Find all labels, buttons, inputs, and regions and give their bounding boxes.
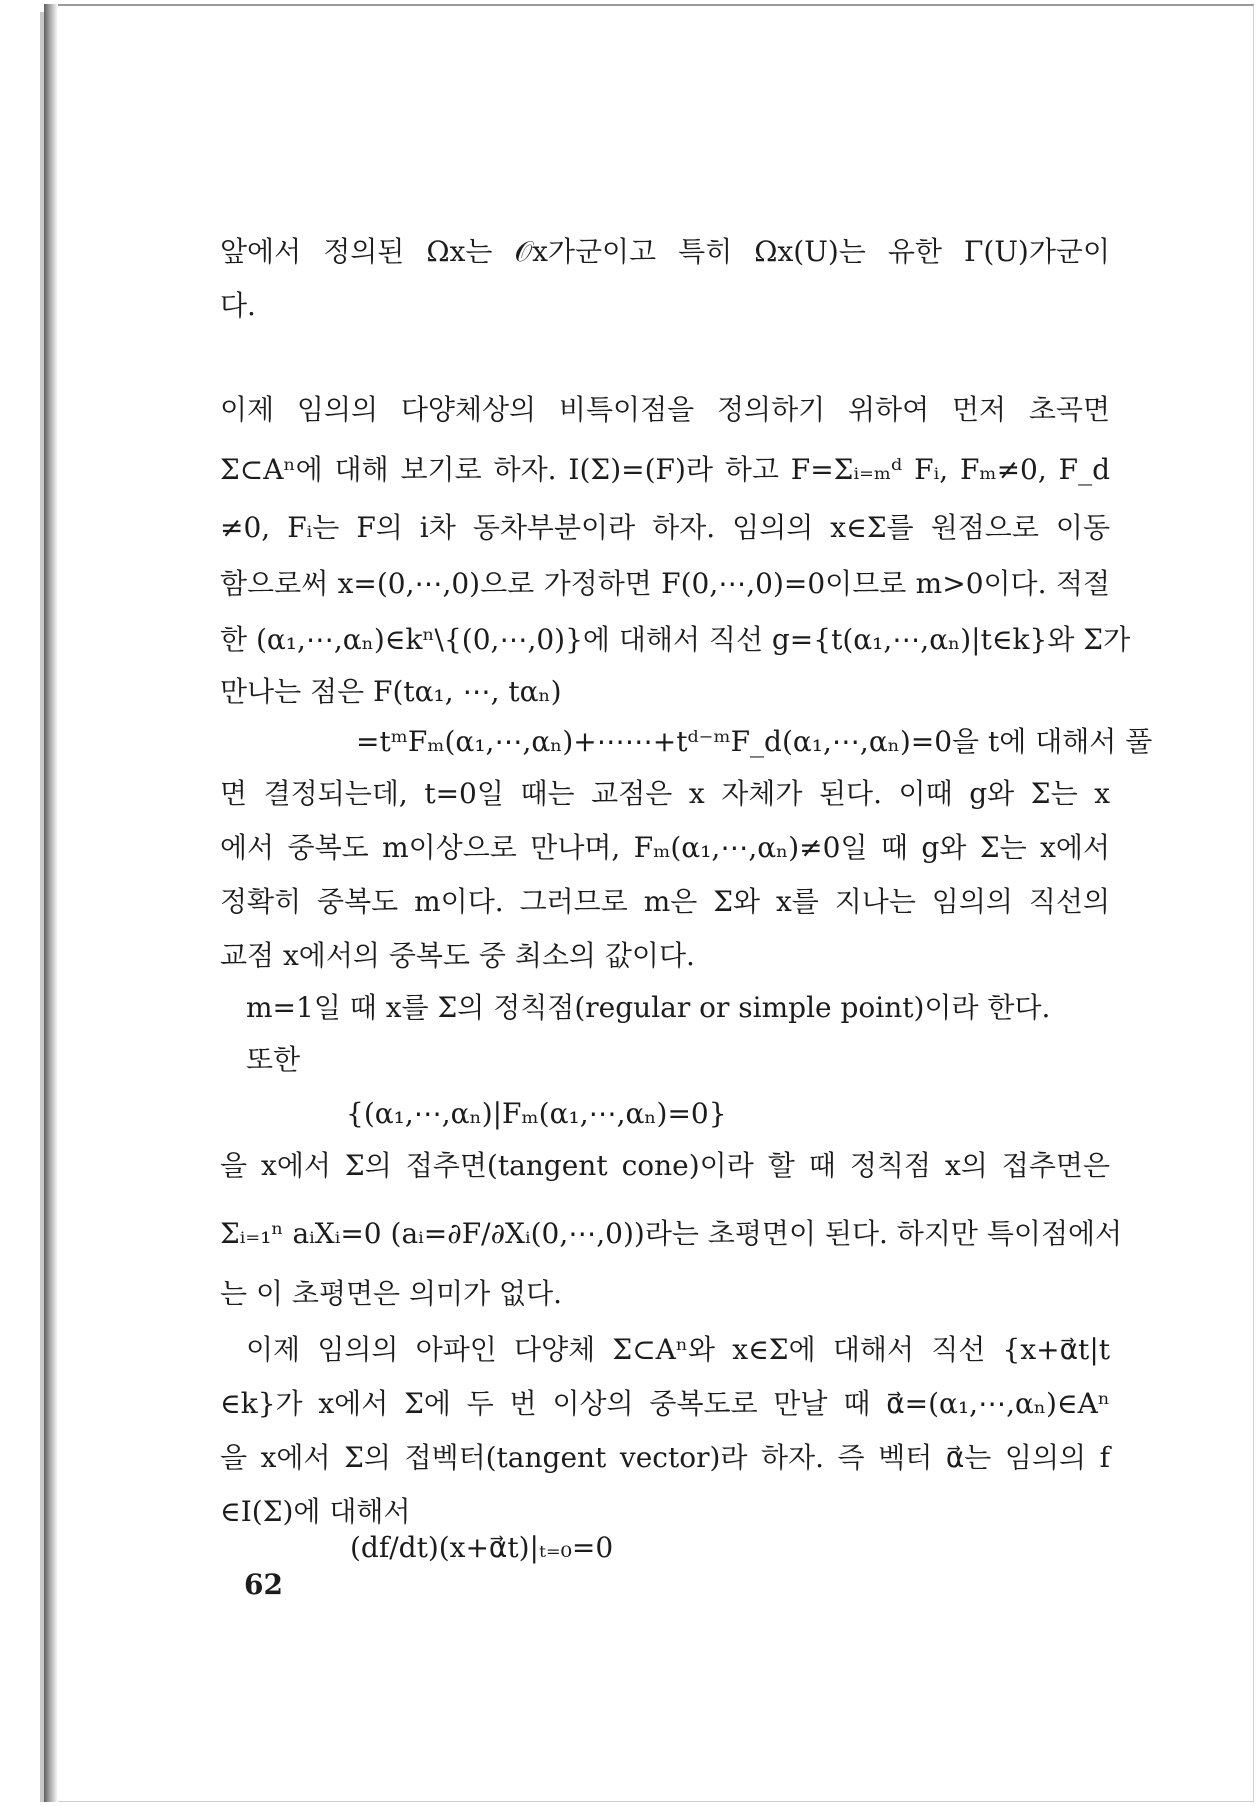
text-line: 이제 임의의 아파인 다양체 Σ⊂Aⁿ와 x∈Σ에 대해서 직선 {x+α⃗t|t (246, 1333, 1110, 1366)
text-line: 다. (220, 289, 256, 322)
text-line: 을 x에서 Σ의 접벡터(tangent vector)라 하자. 즉 벡터 α⃗는 임의의 f (220, 1441, 1110, 1474)
text-line: 만나는 점은 F(tα₁, ⋯, tαₙ) (220, 675, 562, 708)
text-line: 는 이 초평면은 의미가 없다. (220, 1277, 563, 1310)
text-line: Σ⊂Aⁿ에 대해 보기로 하자. I(Σ)=(F)라 하고 F=Σᵢ₌ₘᵈ Fᵢ, Fₘ≠0, F_d (220, 453, 1110, 486)
equation-line: {(α₁,⋯,αₙ)|Fₘ(α₁,⋯,αₙ)=0} (346, 1097, 727, 1130)
text-line: 한 (α₁,⋯,αₙ)∈kⁿ\{(0,⋯,0)}에 대해서 직선 g={t(α₁,⋯,αₙ)|t∈k}와 Σ가 (220, 623, 1131, 656)
text-line: 함으로써 x=(0,⋯,0)으로 가정하면 F(0,⋯,0)=0이므로 m>0이다. 적절 (220, 567, 1110, 600)
text-line: 에서 중복도 m이상으로 만나며, Fₘ(α₁,⋯,αₙ)≠0일 때 g와 Σ는 x에서 (220, 831, 1110, 864)
text-line: Σᵢ₌₁ⁿ aᵢXᵢ=0 (aᵢ=∂F/∂Xᵢ(0,⋯,0))라는 초평면이 된다. 하지만 특이점에서 (220, 1217, 1123, 1250)
text-line: 앞에서 정의된 Ωx는 𝒪x가군이고 특히 Ωx(U)는 유한 Γ(U)가군이 (220, 235, 1110, 268)
text-line: 또한 (246, 1043, 301, 1076)
text-line: 이제 임의의 다양체상의 비특이점을 정의하기 위하여 먼저 초곡면 (220, 393, 1110, 426)
text-line: ∈I(Σ)에 대해서 (220, 1495, 411, 1528)
text-line: 을 x에서 Σ의 접추면(tangent cone)이라 할 때 정칙점 x의 접추면은 (220, 1149, 1110, 1182)
equation-line: (df/dt)(x+α⃗t)|ₜ₌₀=0 (350, 1531, 614, 1564)
text-line: 정확히 중복도 m이다. 그러므로 m은 Σ와 x를 지나는 임의의 직선의 (220, 885, 1110, 918)
text-line: m=1일 때 x를 Σ의 정칙점(regular or simple point)이라 한다. (246, 991, 1051, 1024)
text-line: ∈k}가 x에서 Σ에 두 번 이상의 중복도로 만날 때 α⃗=(α₁,⋯,αₙ)∈Aⁿ (220, 1387, 1110, 1420)
equation-line: =tᵐFₘ(α₁,⋯,αₙ)+⋯⋯+tᵈ⁻ᵐF_d(α₁,⋯,αₙ)=0을 t에 대해서 풀 (356, 725, 1153, 758)
page-number: 62 (244, 1568, 283, 1601)
book-spine-shadow (44, 4, 58, 1802)
text-line: ≠0, Fᵢ는 F의 i차 동차부분이라 하자. 임의의 x∈Σ를 원점으로 이동 (220, 511, 1110, 544)
text-line: 면 결정되는데, t=0일 때는 교점은 x 자체가 된다. 이때 g와 Σ는 x (220, 777, 1110, 810)
text-line: 교점 x에서의 중복도 중 최소의 값이다. (220, 939, 695, 972)
